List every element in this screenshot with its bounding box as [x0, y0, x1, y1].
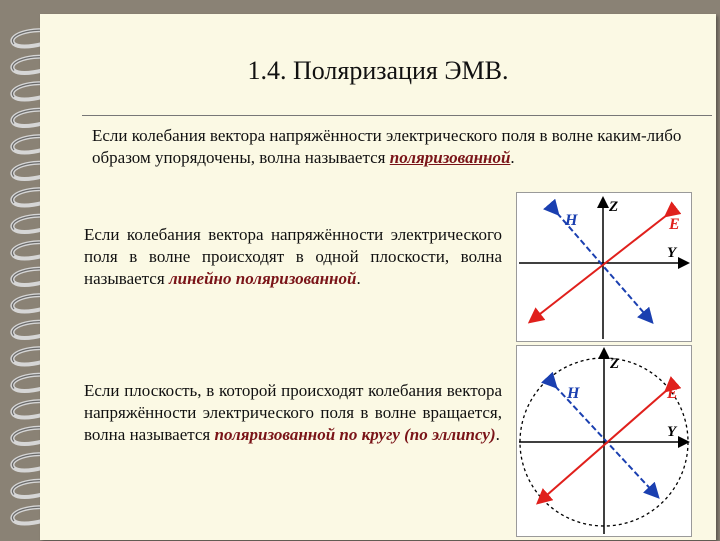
h-label: H — [567, 385, 580, 402]
slide-page — [40, 14, 716, 540]
e-label: E — [667, 385, 678, 402]
linear-text: Если колебания вектора напряжённости электрического поля в волне происходят в одной плоскости, волна называется — [84, 225, 502, 288]
y-label: Y — [667, 245, 677, 261]
slide-title: 1.4. Поляризация ЭМВ. — [247, 56, 509, 85]
circular-paragraph — [84, 380, 502, 446]
intro-end: . — [510, 148, 515, 167]
z-label: Z — [609, 199, 619, 215]
y-label: Y — [667, 424, 677, 440]
e-vector — [531, 215, 667, 321]
e-label: E — [669, 216, 680, 233]
intro-term: поляризованной — [389, 148, 511, 167]
circular-polarization-diagram — [516, 345, 692, 537]
linear-term: линейно поляризованной — [168, 269, 357, 288]
intro-paragraph — [92, 125, 712, 169]
circular-text: Если плоскость, в которой происходят колебания вектора напряжённости электрического поля в волне вращается, волна называется — [84, 381, 502, 444]
linear-polarization-diagram — [516, 192, 692, 342]
z-label: Z — [610, 356, 620, 372]
h-vector — [557, 213, 651, 321]
intro-text: Если колебания вектора напряжённости электрического поля в волне каким-либо образом упорядочены, волна называется — [92, 126, 682, 167]
circular-end: . — [495, 425, 500, 444]
title-divider — [82, 115, 712, 116]
h-label: H — [565, 212, 578, 229]
circular-term: поляризованной по кругу (по эллипсу) — [214, 425, 496, 444]
h-vector — [555, 386, 657, 496]
linear-end: . — [356, 269, 361, 288]
linear-paragraph — [84, 224, 502, 290]
